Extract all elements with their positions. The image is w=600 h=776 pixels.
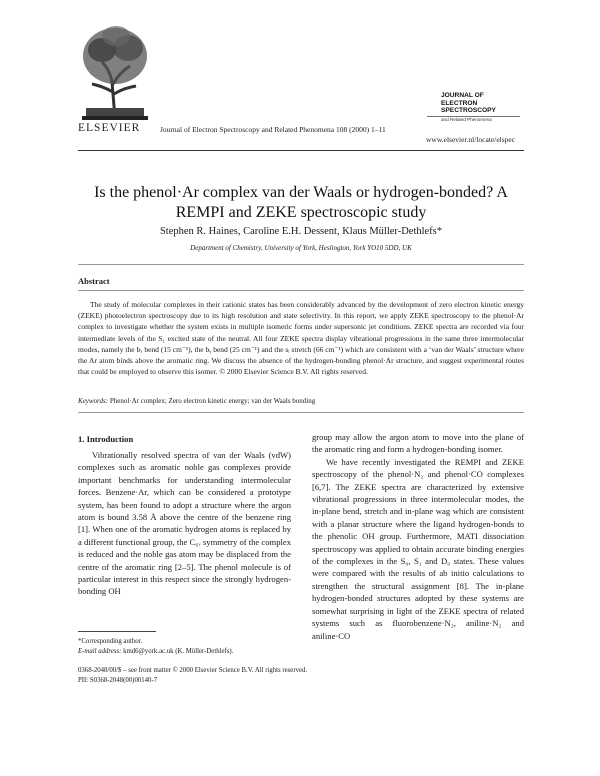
brand-line-3: and Related Phenomena [441, 116, 492, 122]
copyright-line: 0368-2048/00/$ – see front matter © 2000 Elsevier Science B.V. All rights reserved. [78, 667, 308, 674]
elsevier-tree-logo [80, 22, 150, 122]
email-note [78, 647, 308, 657]
keywords-label: Keywords: [78, 397, 109, 405]
corresponding-author-note: *Corresponding author. [78, 638, 143, 645]
keywords-divider [78, 412, 524, 413]
author-list: Stephen R. Haines, Caroline E.H. Dessent, Klaus Müller-Dethlefs* [159, 226, 443, 237]
footnote-divider [78, 631, 156, 632]
abstract-text: The study of molecular complexes in their cationic states has been considerably advanced by the development of zero electron kinetic energy (ZEKE) photoelectron spectroscopy due to its high resolution and state selectivity. In this report, we apply ZEKE spectroscopy to the phenol·Ar complex to investigate whether the system exists in multiple isomeric forms under supersonic jet conditions. ZEKE spectra are recorded via four intermediate levels of the S₁ excited state of the neutral. All four ZEKE spectra display vibrational progressions in the same three intermolecular modes, namely the bₓ bend (15 cm⁻¹), the bᵧ bend (25 cm⁻¹) and the sᵢ stretch (66 cm⁻¹) which are consistent with a ‘van der Waals’ structure where the Ar atom binds above the aromatic ring. We discuss the absence of the hydrogen-bonding phenol·Ar structure, and suggest experimental routes that could be employed to observe this isomer. © 2000 Elsevier Science B.V. All rights reserved. [78, 300, 524, 377]
title-line-2: REMPI and ZEKE spectroscopic study [175, 204, 427, 221]
left-column [78, 449, 291, 598]
brand-divider [427, 116, 520, 117]
front-matter [78, 666, 524, 686]
title-line-1: Is the phenol·Ar complex van der Waals or hydrogen-bonded? A [94, 184, 508, 201]
brand-line-2: ELECTRON SPECTROSCOPY [441, 99, 496, 114]
journal-brand [441, 92, 517, 122]
brand-line-1: JOURNAL OF [441, 92, 484, 99]
intro-paragraph-1-continued: group may allow the argon atom to move into the plane of the aromatic ring and form a hydrogen-bonding isomer. [312, 432, 524, 455]
intro-paragraph-2: We have recently investigated the REMPI and ZEKE spectroscopy of the phenol·N₂ and phenol·CO complexes [6,7]. The ZEKE spectra are characterized by extensive vibrational progressions in three intermolecular modes, the in-plane bend, stretch and in-plane wag which are consistent with a planar structure where the ligand hydrogen-bonds to the phenolic OH group. Furthermore, MATI dissociation spectroscopy was applied to obtain accurate binding energies of the complexes in the S₀, S₁ and D₀ states. These values were compared with the results of ab initio calculations to strengthen the structural assignment [8]. The in-plane hydrogen-bonded structures adopted by these systems are somewhat surprising in light of the ZEKE spectra of related systems such as fluorobenzene·N₂, aniline·N₂ and aniline·CO [312, 456, 524, 641]
publisher-name: ELSEVIER [78, 122, 141, 134]
affiliation: Department of Chemistry, University of York, Heslington, York YO10 5DD, UK [190, 244, 412, 252]
abstract-heading: Abstract [78, 276, 110, 286]
title-divider [78, 264, 524, 265]
email-label: E-mail address: [78, 648, 122, 655]
footnote [78, 637, 308, 657]
keywords [78, 397, 524, 405]
pii-line: PII: S0368-2048(00)00140-7 [78, 677, 158, 684]
header-divider [78, 150, 524, 151]
section-heading-introduction: 1. Introduction [78, 434, 134, 444]
article-title [78, 183, 524, 223]
journal-url-link[interactable]: www.elsevier.nl/locate/elspec [426, 135, 516, 144]
keywords-text: Phenol·Ar complex; Zero electron kinetic energy; van der Waals bonding [109, 397, 316, 405]
intro-paragraph-1: Vibrationally resolved spectra of van der Waals (vdW) complexes such as aromatic noble gas complexes provide important benchmarks for understanding intermolecular forces. Benzene·Ar, which can be considered a prototype system, has been found to adopt a structure where the argon atom is bound 3.58 Å above the centre of the benzene ring [1]. When one of the aromatic hydrogen atoms is replaced by a different functional group, the C₆ᵥ symmetry of the complex is reduced and the noble gas atom may be displaced from the centre of the aromatic ring [2–5]. The phenol molecule is of particular interest in this respect since the strongly hydrogen-bonding OH [78, 450, 291, 597]
journal-citation: Journal of Electron Spectroscopy and Related Phenomena 108 (2000) 1–11 [160, 125, 386, 134]
email-address-link[interactable]: kmd6@york.ac.uk (K. Müller-Dethlefs). [123, 648, 234, 655]
right-column [312, 431, 524, 642]
abstract-divider [78, 290, 524, 291]
